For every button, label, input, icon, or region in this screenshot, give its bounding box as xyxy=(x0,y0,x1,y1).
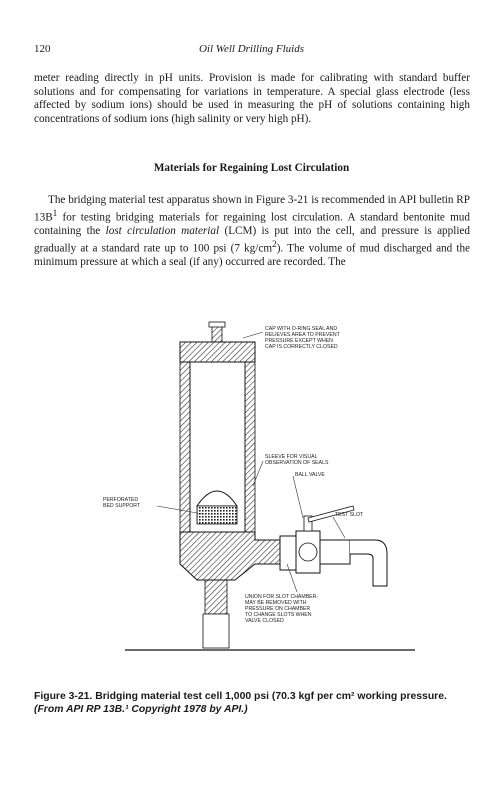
label-sleeve-2: OBSERVATION OF SEALS xyxy=(265,460,329,466)
body-paragraph-1: meter reading directly in pH units. Provision is made for calibrating with standard buffer solutions and for compensating for variations in temperature. A special glass electrode (less affected by sodium ions) should be used in measuring the pH of solutions containing high concentrations of sodium ions (high salinity or very high pH). xyxy=(34,72,470,125)
label-sleeve-1: SLEEVE FOR VISUAL xyxy=(265,454,318,460)
caption-source: (From API RP 13B.¹ Copyright 1978 by API.) xyxy=(34,704,248,715)
label-cap-2: RELIEVES AREA TO PREVENT xyxy=(265,332,340,338)
label-test-slot: TEST SLOT xyxy=(335,512,364,518)
label-union-4: TO CHANGE SLOTS WHEN xyxy=(245,612,312,618)
figure-caption xyxy=(34,690,474,716)
cap xyxy=(180,322,255,362)
label-union-3: PRESSURE ON CHAMBER xyxy=(245,606,311,612)
label-cap-4: CAP IS CORRECTLY CLOSED xyxy=(265,344,338,350)
bridging-test-cell-figure xyxy=(85,318,445,678)
section-heading: Materials for Regaining Lost Circulation xyxy=(153,162,350,174)
label-cap-1: CAP WITH O-RING SEAL AND xyxy=(265,326,338,332)
perforated-bed-support xyxy=(197,491,237,524)
label-cap-3: PRESSURE EXCEPT WHEN xyxy=(265,338,333,344)
label-perforated-1: PERFORATED xyxy=(103,497,139,503)
label-union-1: UNION FOR SLOT CHAMBER- xyxy=(245,594,319,600)
running-title: Oil Well Drilling Fluids xyxy=(198,43,304,55)
label-union-5: VALVE CLOSED xyxy=(245,618,284,624)
label-union-2: MAY BE REMOVED WITH xyxy=(245,600,307,606)
label-ball-valve: BALL VALVE xyxy=(295,472,325,478)
test-slot-outlet xyxy=(320,540,387,586)
page-number: 120 xyxy=(34,43,51,55)
caption-main: Figure 3-21. Bridging material test cell 1,000 psi (70.3 kgf per cm² working pressure. xyxy=(34,691,447,702)
label-perforated-2: BED SUPPORT xyxy=(103,503,141,509)
body-paragraph-2: The bridging material test apparatus shown in Figure 3-21 is recommended in API bulletin RP $13B^1$ for testing bridging materials for regaining lost circulation. A standard bentonite mud containing the lost circulation material (LCM) is put into the cell, and pressure is applied gradually at a standard rate up to 100 psi (7 $kg/cm^2$). The volume of mud discharged and the minimum pressure at which a seal (if any) occurred are recorded. The xyxy=(34,194,470,268)
